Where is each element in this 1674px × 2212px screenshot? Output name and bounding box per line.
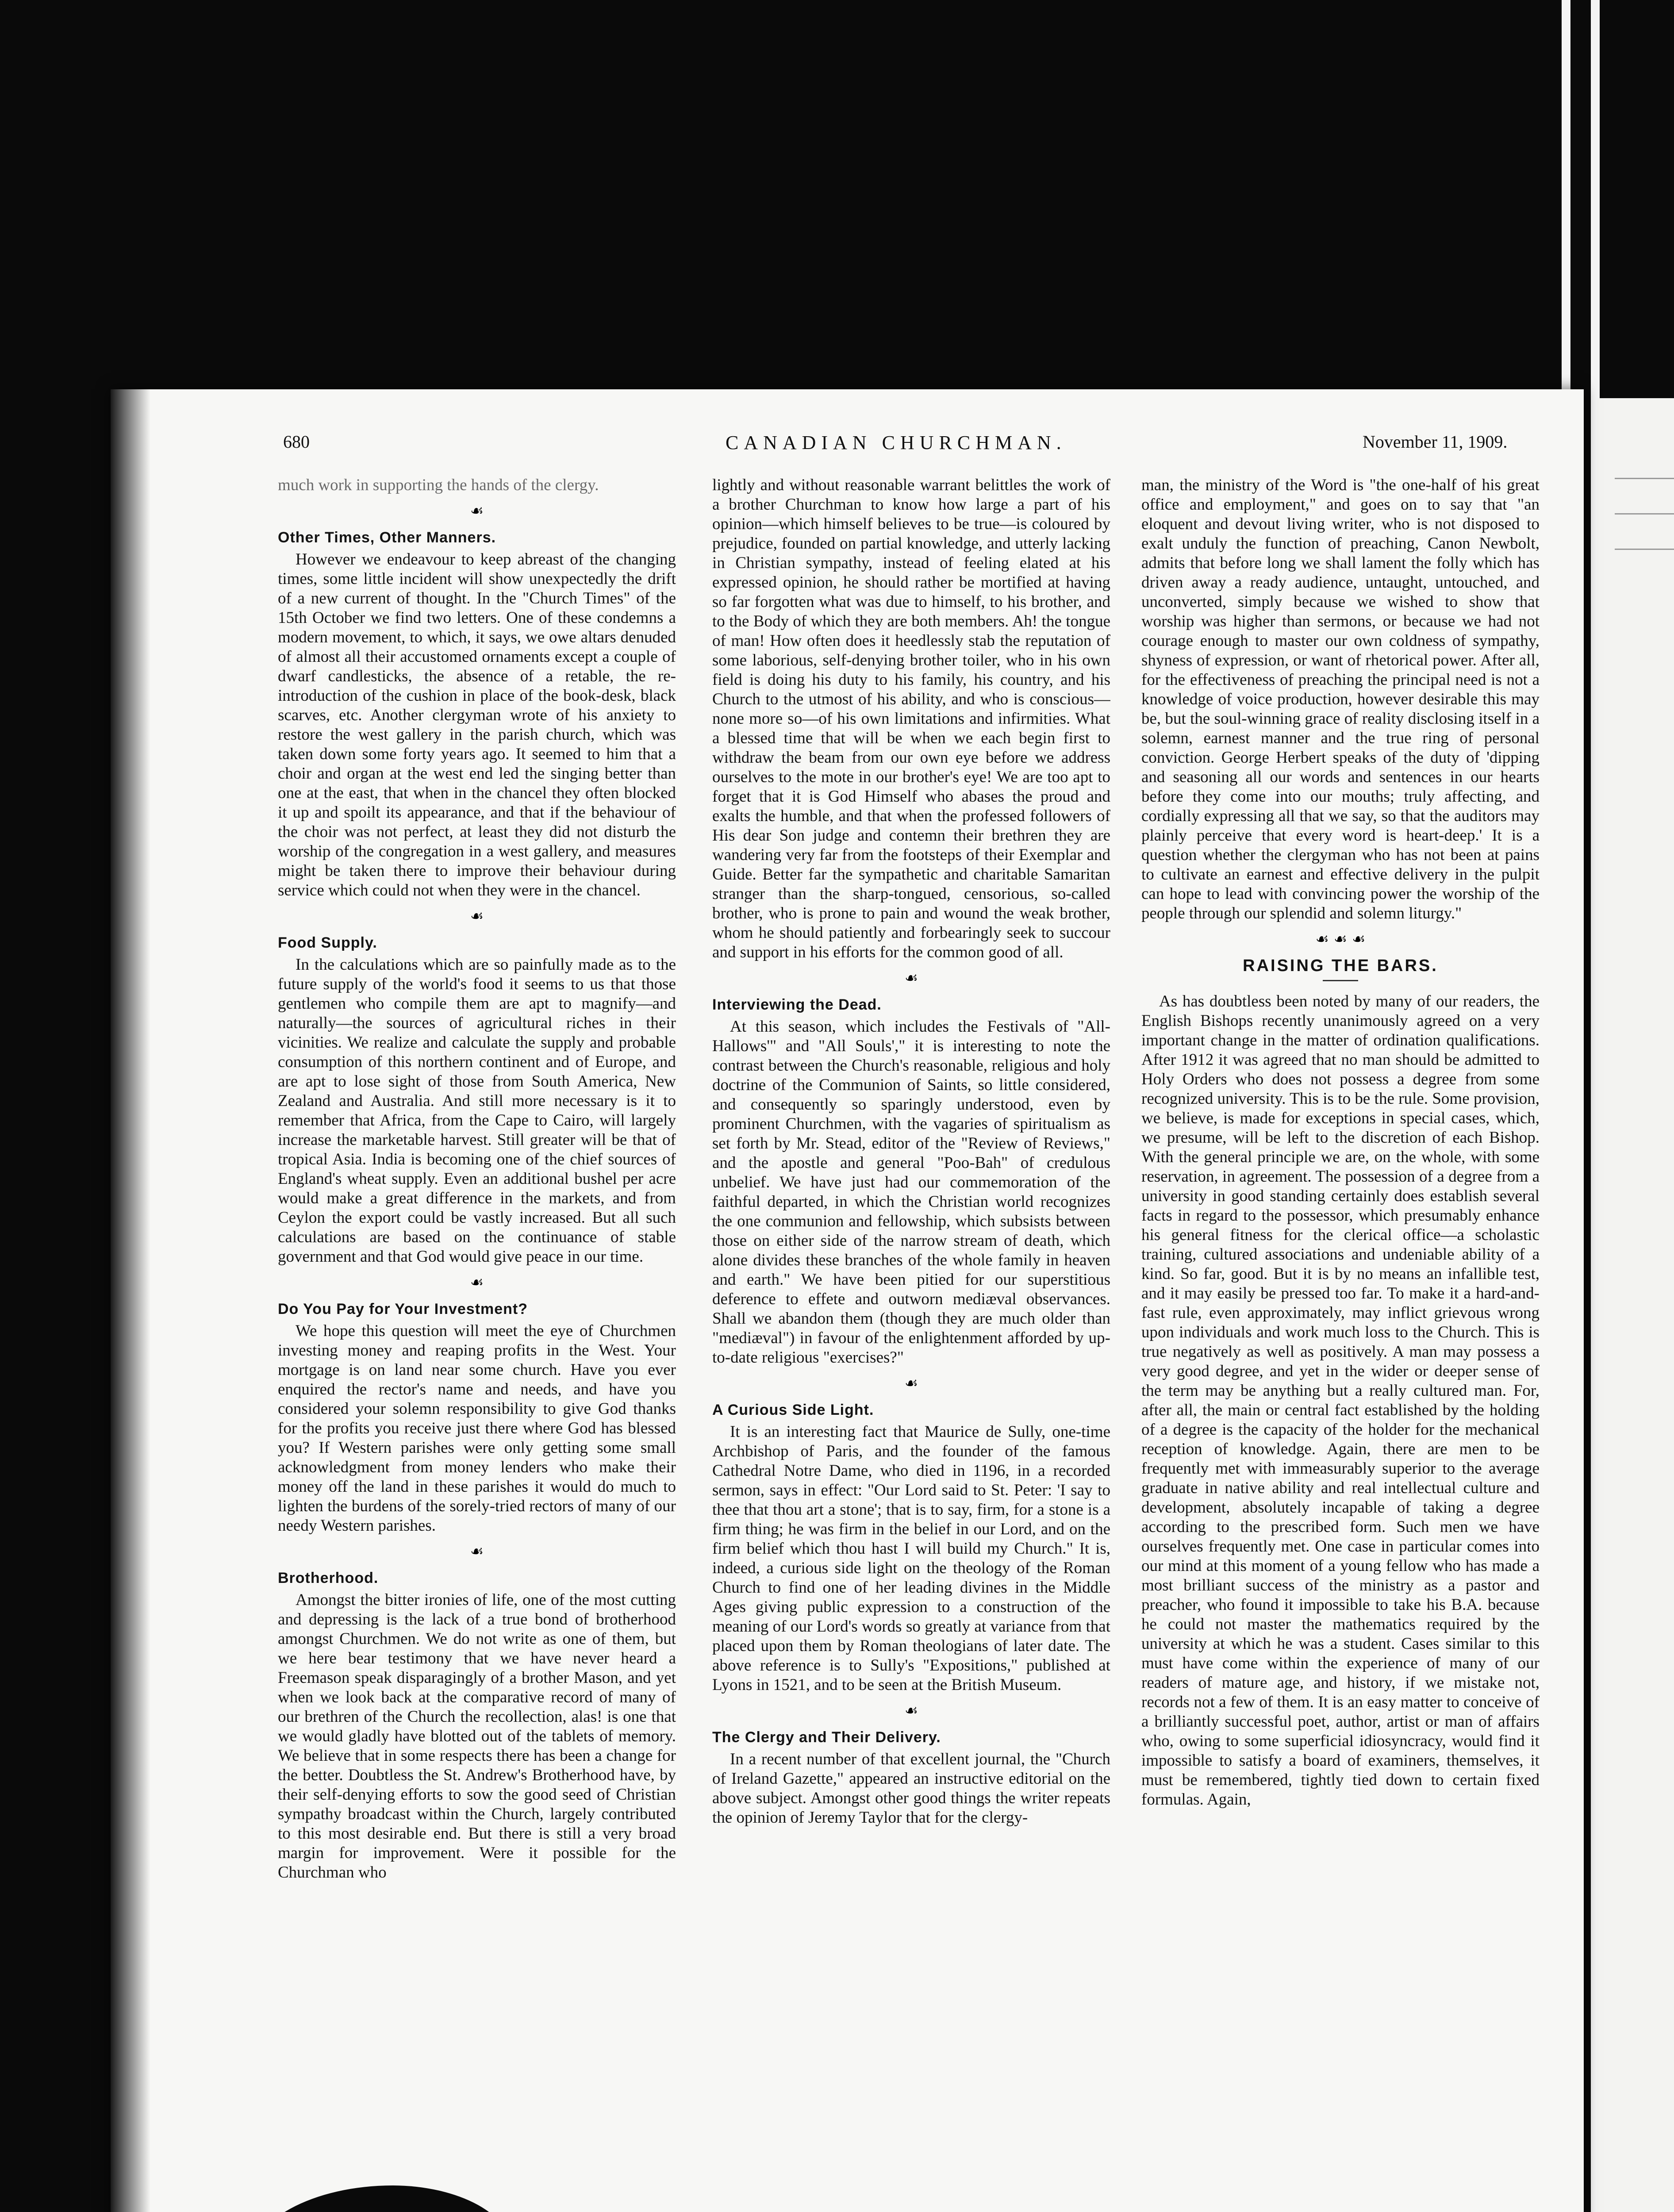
section-heading: Food Supply. <box>278 934 377 951</box>
section-heading: Other Times, Other Manners. <box>278 529 496 546</box>
facing-page-edge <box>1597 398 1674 2212</box>
issue-date: November 11, 1909. <box>1363 432 1508 452</box>
article-title: RAISING THE BARS. <box>1243 956 1438 975</box>
section-paragraph: In a recent number of that excellent journal, the "Church of Ireland Gazette," appeared an instructive editorial on the above subject. Amongst other good things the writer repeats the opinion of Jeremy Taylor that for the clergy- <box>712 1750 1110 1827</box>
section-paragraph: In the calculations which are so painfully made as to the future supply of the world's food it seems to us that those gentlemen who compile them are apt to magnify—and naturally—the sources of agricultural riches in their vicinities. We realize and calculate the supply and probable consumption of this northern continent and of Europe, and are apt to lose sight of those from South America, New Zealand and Australia. And still more necessary is it to remember that Africa, from the Cape to Cairo, will largely increase the marketable harvest. Still greater will be that of tropical Asia. India is becoming one of the chief sources of England's wheat supply. Even an additional bushel per acre would make a great difference in the markets, and from Ceylon the export could be vastly increased. But all such calculations are based on the continuance of stable government and that God would give peace in our time. <box>278 956 676 1266</box>
section-heading: Do You Pay for Your Investment? <box>278 1301 528 1317</box>
section-paragraph: We hope this question will meet the eye of Churchmen investing money and reaping profits in the West. Your mortgage is on land near some church. Have you ever enquired the rector's name and needs, and have you considered your solemn responsibility to give God thanks for the profits you receive just there where God has blessed you? If Western parishes were only getting some small acknowledgment from money lenders who make their money off the land in these parishes it would do much to lighten the burdens of the sorely-tried rectors of many of our needy Western parishes. <box>278 1322 676 1535</box>
section-ornament: ☙ <box>904 969 918 987</box>
section-ornament: ☙ <box>904 1375 918 1392</box>
text-column-3 <box>1141 476 1540 2201</box>
page-number: 680 <box>283 432 310 452</box>
section-heading: The Clergy and Their Delivery. <box>712 1729 941 1746</box>
section-paragraph: Amongst the bitter ironies of life, one of the most cutting and depressing is the lack of a true bond of brotherhood amongst Churchmen. We do not write as one of them, but we here bear testimony that we have never heard a Freemason speak disparagingly of a brother Mason, and yet when we look back at the comparative record of many of our brethren of the Church the recollection, alas! is one that we would gladly have blotted out of the tablets of memory. We believe that in some respects there has been a change for the better. Doubtless the St. Andrew's Brotherhood have, by their self-denying efforts to sow the good seed of Christian sympathy broadcast within the Church, largely contributed to this most desirable end. But there is still a very broad margin for improvement. Were it possible for the Churchman who <box>278 1591 676 1882</box>
section-heading: Interviewing the Dead. <box>712 996 882 1013</box>
article-paragraph: As has doubtless been noted by many of our readers, the English Bishops recently unanimously agreed on a very important change in the matter of ordination qualifications. After 1912 it was agreed that no man should be admitted to Holy Orders who does not possess a degree from some recognized university. This is to be the rule. Some provision, we believe, is made for exceptions in special cases, which, we presume, will be left to the discretion of each Bishop. With the general principle we are, on the whole, with some reservation, in agreement. The possession of a degree from a university in good standing certainly does establish several facts in regard to the possessor, which presumably enhance his general fitness for the clerical office—a scholastic training, cultured associations and undeniable ability of a kind. So far, good. But it is by no means an infallible test, and it may easily be pressed too far. To make it a hard-and-fast rule, even approximately, may inflict grievous wrong upon individuals and work much loss to the Church. This is true negatively as well as positively. A man may possess a very good degree, and yet in the wider or deeper sense of the term may be anything but a really cultured man. For, after all, the main or central fact established by the holding of a degree is the capacity of the holder for the mechanical reception of knowledge. Again, there are men to be frequently met with immeasurably superior to the average graduate in native ability and real intellectual culture and development, absolutely incapable of taking a degree according to the prescribed form. Such men we have ourselves frequently met. One case in particular comes into our mind at this moment of a young fellow who has made a most brilliant success of the ministry as a pastor and preacher, who found it impossible to take his B.A. because he could not master the mathematics required by the university at which he was a student. Cases similar to this must have come within the experience of many of our readers of mature age, and history, if we mistake not, records not a few of them. It is an easy matter to conceive of a brilliantly successful poet, author, artist or man of affairs who, owing to some superficial idiosyncracy, would find it impossible to satisfy a board of examiners, themselves, it must be remembered, tightly tied down to certain fixed formulas. Again, <box>1141 992 1540 1809</box>
title-rule <box>1323 980 1358 981</box>
continued-paragraph: lightly and without reasonable warrant belittles the work of a brother Churchman to know how large a part of his opinion—which himself believes to be true—is coloured by prejudice, founded on partial knowledge, and utterly lacking in Christian sympathy, instead of feeling elated at his expressed opinion, he should rather be mortified at having so far forgotten what was due to himself, to his brother, and to the Body of which they are both members. Ah! the tongue of man! How often does it heedlessly stab the reputation of some laborious, self-denying brother toiler, who in his own field is doing his duty to his family, his country, and his Church to the utmost of his ability, and who is conscious—none more so—of his own limitations and infirmities. What a blessed time that will be when we each begin first to withdraw the beam from our own eye before we address ourselves to the mote in our brother's eye! We are too apt to forget that it is God Himself who abases the proud and exalts the humble, and that when the professed followers of His dear Son judge and contemn their brethren they are wandering very far from the footsteps of their Exemplar and Guide. Better far the sympathetic and charitable Samaritan stranger than the sharp-tongued, censorious, so-called brother, who is prone to pain and wound the weak brother, whom he should patiently and forbearingly seek to succour and support in his efforts for the common good of all. <box>712 476 1110 961</box>
section-paragraph: At this season, which includes the Festivals of "All-Hallows'" and "All Souls'," it is interesting to note the contrast between the Church's reasonable, religious and holy doctrine of the Communion of Saints, so little considered, and consequently so sparingly understood, even by prominent Churchmen, with the vagaries of spiritualism as set forth by Mr. Stead, editor of the "Review of Reviews," and the apostle and general "Poo-Bah" of credulous unbelief. We have just had our commemoration of the faithful departed, in which the Christian world recognizes the one communion and fellowship, which subsists between those on either side of the narrow stream of death, which alone divides these branches of the whole family in heaven and earth." We have been pitied for our superstitious deference to effete and outworn mediæval observances. Shall we abandon them (though they are much older than "mediæval") in favour of the enlightenment afforded by up-to-date religious "exercises?" <box>712 1018 1110 1367</box>
running-title: CANADIAN CHURCHMAN. <box>726 432 1067 453</box>
section-heading: Brotherhood. <box>278 1570 379 1586</box>
section-paragraph: It is an interesting fact that Maurice de Sully, one-time Archbishop of Paris, and the founder of the famous Cathedral Notre Dame, who died in 1196, in a recorded sermon, says in effect: "Our Lord said to St. Peter: 'I say to thee that thou art a stone'; that is to say, firm, for a stone is a firm thing; he was firm in the belief in our Lord, and on the firm belief which thou hast I will build my Church." It is, indeed, a curious side light on the theology of the Roman Church to find one of her leading divines in the Middle Ages giving public expression to a construction of the meaning of our Lord's words so greatly at variance from that placed upon them by Roman theologians of later date. The above reference is to Sully's "Expositions," published at Lyons in 1521, and to be seen at the British Museum. <box>712 1423 1110 1694</box>
triple-ornament: ☙ ☙ ☙ <box>1315 930 1366 948</box>
continued-paragraph: man, the ministry of the Word is "the one-half of his great office and employment," and goes on to say that "an eloquent and devout living writer, who is not disposed to exalt unduly the function of preaching, Canon Newbolt, admits that before long we shall lament the folly which has driven away a ready audience, untaught, untouched, and unconverted, simply because we wished to show that worship was higher than sermons, or because we had not courage enough to master our own coldness of sympathy, shyness of expression, or want of rhetorical power. After all, for the effectiveness of preaching the principal need is not a knowledge of voice production, however desirable this may be, but the soul-winning grace of reality disclosing itself in a solemn, earnest manner and the true ring of personal conviction. George Herbert speaks of the duty of 'dipping and seasoning all our words and sentences in our hearts before they come into our mouths; truly affecting, and cordially expressing all that we say, so that the auditors may plainly perceive that every word is heart-deep.' It is a question whether the clergyman who has not been at pains to cultivate an earnest and effective delivery in the pulpit can hope to lead with convincing power the worship of the people through our splendid and solemn liturgy." <box>1141 476 1540 922</box>
text-column-2 <box>712 476 1110 2201</box>
section-ornament: ☙ <box>904 1702 918 1720</box>
section-heading: A Curious Side Light. <box>712 1402 874 1418</box>
section-ornament: ☙ <box>470 1274 484 1291</box>
section-ornament: ☙ <box>470 1543 484 1560</box>
text-column-1 <box>278 476 676 2201</box>
section-ornament: ☙ <box>470 907 484 925</box>
continued-paragraph: much work in supporting the hands of the clergy. <box>278 476 599 494</box>
facing-page-text-line <box>1615 478 1674 492</box>
facing-page-text-line <box>1615 549 1674 563</box>
facing-page-text-line <box>1615 513 1674 528</box>
page-gutter-shadow <box>111 389 150 2212</box>
section-paragraph: However we endeavour to keep abreast of the changing times, some little incident will show unexpectedly the drift of a new current of thought. In the "Church Times" of the 15th October we find two letters. One of these condemns a modern movement, to which, it says, we owe altars denuded of almost all their accustomed ornaments except a couple of dwarf candlesticks, the absence of a retable, the re-introduction of the cushion in place of the book-desk, black scarves, etc. Another clergyman wrote of his anxiety to restore the west gallery in the parish church, which was taken down some forty years ago. It seemed to him that a choir and organ at the west end led the singing better than one at the east, that when in the chancel they often blocked it up and spoilt its appearance, and that if the behaviour of the choir was not perfect, at least they did not disturb the worship of the congregation in a west gallery, and measures might be taken there to improve their behaviour during service which could not when they were in the chancel. <box>278 550 676 899</box>
section-ornament: ☙ <box>470 502 484 520</box>
